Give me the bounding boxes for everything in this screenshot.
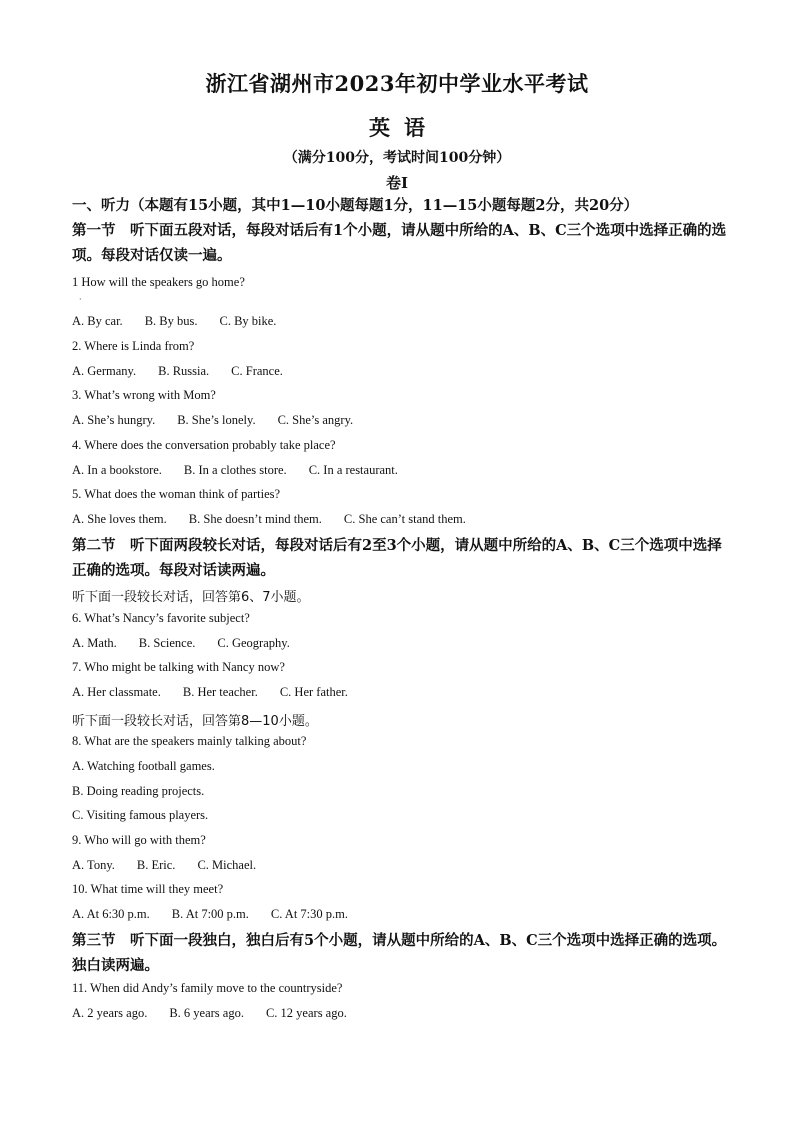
question-9: 9. Who will go with them? xyxy=(72,833,206,847)
option-b: B. She doesn’t mind them. xyxy=(188,512,322,526)
question-4: 4. Where does the conversation probably take place? xyxy=(72,438,336,452)
instruction-8-10: 听下面一段较长对话，回答第8—10小题。 xyxy=(72,714,318,729)
option-a: A. In a bookstore. xyxy=(72,463,162,477)
option-a: A. 2 years ago. xyxy=(72,1006,148,1020)
option-b: B. Russia. xyxy=(158,364,210,378)
stray-mark: · xyxy=(79,295,82,304)
question-11: 11. When did Andy’s family move to the countryside? xyxy=(72,981,343,995)
option-a: A. Tony. xyxy=(72,858,115,872)
option-a: A. She’s hungry. xyxy=(72,413,156,427)
option-a: A. Watching football games. xyxy=(72,759,215,773)
option-c: C. Her father. xyxy=(279,685,348,699)
option-b: B. 6 years ago. xyxy=(169,1006,244,1020)
exam-note: （满分100分，考试时间100分钟） xyxy=(283,150,511,166)
options-7 xyxy=(72,685,732,700)
question-7: 7. Who might be talking with Nancy now? xyxy=(72,660,285,674)
options-2 xyxy=(72,364,732,379)
option-a: A. Math. xyxy=(72,636,117,650)
question-6: 6. What’s Nancy’s favorite subject? xyxy=(72,611,250,625)
option-c: C. 12 years ago. xyxy=(265,1006,347,1020)
options-5 xyxy=(72,512,732,527)
options-6 xyxy=(72,636,732,651)
option-c: C. Geography. xyxy=(217,636,290,650)
options-3 xyxy=(72,413,732,428)
option-b: B. By bus. xyxy=(144,314,198,328)
section-2-instructions: 第二节 听下面两段较长对话，每段对话后有2至3个小题，请从题中所给的A、B、C三个选项中选择正确的选项。每段对话读两遍。 xyxy=(72,537,722,579)
volume-label: 卷I xyxy=(385,174,409,192)
exam-title: 浙江省湖州市2023年初中学业水平考试 xyxy=(205,71,589,96)
options-4 xyxy=(72,463,732,478)
question-1: 1 How will the speakers go home? xyxy=(72,275,245,289)
option-c: C. She can’t stand them. xyxy=(343,512,466,526)
option-c: C. She’s angry. xyxy=(277,413,354,427)
question-3: 3. What’s wrong with Mom? xyxy=(72,388,216,402)
option-c: C. Michael. xyxy=(197,858,257,872)
question-8: 8. What are the speakers mainly talking about? xyxy=(72,734,307,748)
option-b: B. Doing reading projects. xyxy=(72,784,205,798)
question-2: 2. Where is Linda from? xyxy=(72,339,195,353)
instruction-6-7: 听下面一段较长对话，回答第6、7小题。 xyxy=(72,590,310,605)
options-10 xyxy=(72,907,732,922)
question-5: 5. What does the woman think of parties? xyxy=(72,487,281,501)
subject-title: 英语 xyxy=(369,115,439,140)
option-c: C. In a restaurant. xyxy=(308,463,398,477)
option-a: A. She loves them. xyxy=(72,512,167,526)
section-3-instructions: 第三节 听下面一段独白，独白后有5个小题，请从题中所给的A、B、C三个选项中选择正确的选项。独白读两遍。 xyxy=(72,932,727,974)
section-1-instructions: 第一节 听下面五段对话，每段对话后有1个小题，请从题中所给的A、B、C三个选项中选择正确的选项。每段对话仅读一遍。 xyxy=(72,222,727,264)
listening-heading: 一、听力（本题有15小题，其中1—10小题每题1分，11—15小题每题2分，共20分） xyxy=(72,197,639,214)
option-b: B. She’s lonely. xyxy=(177,413,256,427)
option-a: A. At 6:30 p.m. xyxy=(72,907,150,921)
option-c: C. Visiting famous players. xyxy=(72,808,209,822)
option-c: C. By bike. xyxy=(219,314,277,328)
option-b: B. At 7:00 p.m. xyxy=(171,907,249,921)
option-a: A. By car. xyxy=(72,314,123,328)
option-b: B. Her teacher. xyxy=(182,685,258,699)
option-b: B. Eric. xyxy=(136,858,176,872)
option-a: A. Germany. xyxy=(72,364,137,378)
options-11 xyxy=(72,1006,732,1021)
options-1 xyxy=(72,314,732,329)
question-10: 10. What time will they meet? xyxy=(72,882,224,896)
option-c: C. At 7:30 p.m. xyxy=(270,907,348,921)
option-b: B. In a clothes store. xyxy=(183,463,287,477)
option-b: B. Science. xyxy=(138,636,196,650)
option-a: A. Her classmate. xyxy=(72,685,161,699)
option-c: C. France. xyxy=(231,364,283,378)
options-9 xyxy=(72,858,732,873)
